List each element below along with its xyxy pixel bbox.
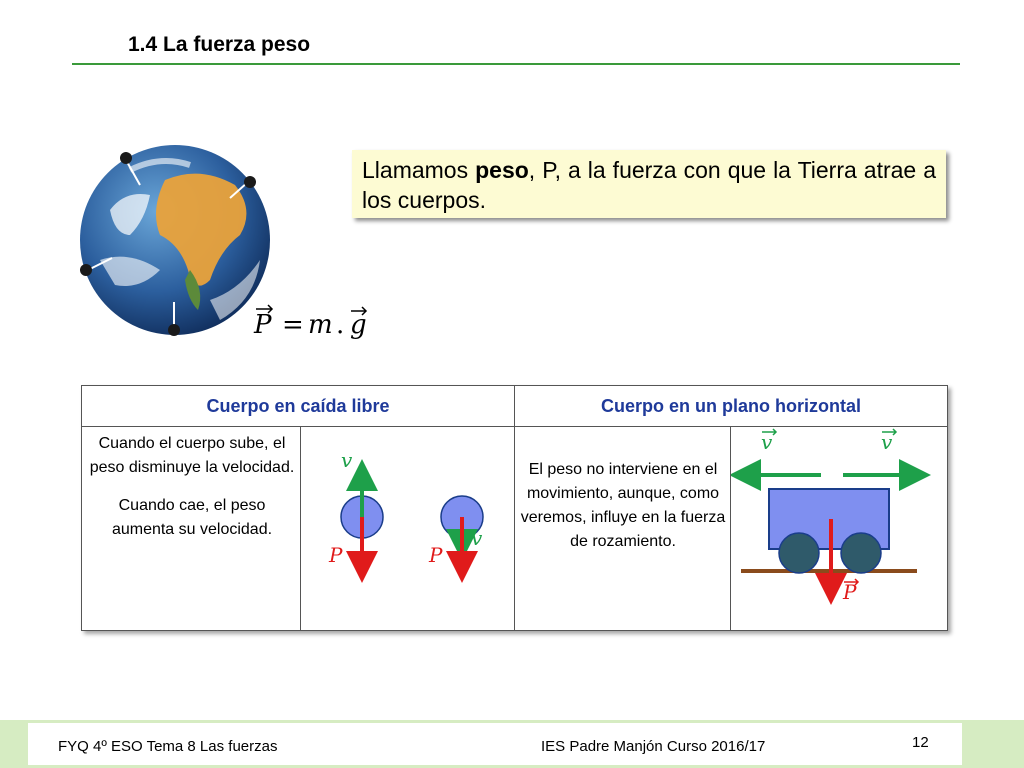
horizontal-plane-description [520,458,726,554]
free-fall-text-rising: Cuando el cuerpo sube, el peso disminuye la velocidad. [89,435,295,476]
falling-P-label: P [429,543,443,567]
footer-course: FYQ 4º ESO Tema 8 Las fuerzas [58,738,278,755]
cart-wheel-left [779,533,819,573]
page-number: 12 [912,734,929,751]
formula-g: g [350,310,367,340]
free-fall-description [88,432,296,542]
cart-diagram [731,427,947,630]
free-fall-text-falling: Cuando cae, el peso aumenta su velocidad. [111,497,273,538]
definition-text-after: , P, a la fuerza con que la Tierra atrae a los cuerpos. [362,157,937,213]
formula-m: m [308,310,333,340]
rising-v-label: v [341,448,353,472]
free-fall-diagram [301,427,514,630]
falling-v-label: v [471,526,483,550]
header-free-fall: Cuerpo en caída libre [206,396,390,416]
rising-ball-group [328,448,383,567]
footer-school: IES Padre Manjón Curso 2016/17 [541,738,766,755]
cart-P-label: P [843,580,857,604]
table-divider-main [514,386,515,630]
comparison-table [81,385,948,631]
cart-wheel-right [841,533,881,573]
cart-v-label-left: v [761,430,773,454]
weight-formula [248,295,378,345]
formula-P: P [254,310,272,340]
definition-text-before: Llamamos [362,157,476,183]
falling-ball-group [428,496,483,567]
cart-v-label-right: v [881,430,893,454]
formula-dot: . [336,310,345,340]
definition-bold-term: peso [475,157,529,183]
title-divider [72,63,960,65]
horizontal-plane-text: El peso no interviene en el movimiento, aunque, como veremos, influye en la fuerza de rozamiento. [520,461,726,550]
formula-equals: = [282,310,304,340]
definition-box [352,150,946,218]
rising-P-label: P [329,543,343,567]
header-horizontal-plane: Cuerpo en un plano horizontal [601,396,861,416]
slide-title: 1.4 La fuerza peso [128,33,311,56]
